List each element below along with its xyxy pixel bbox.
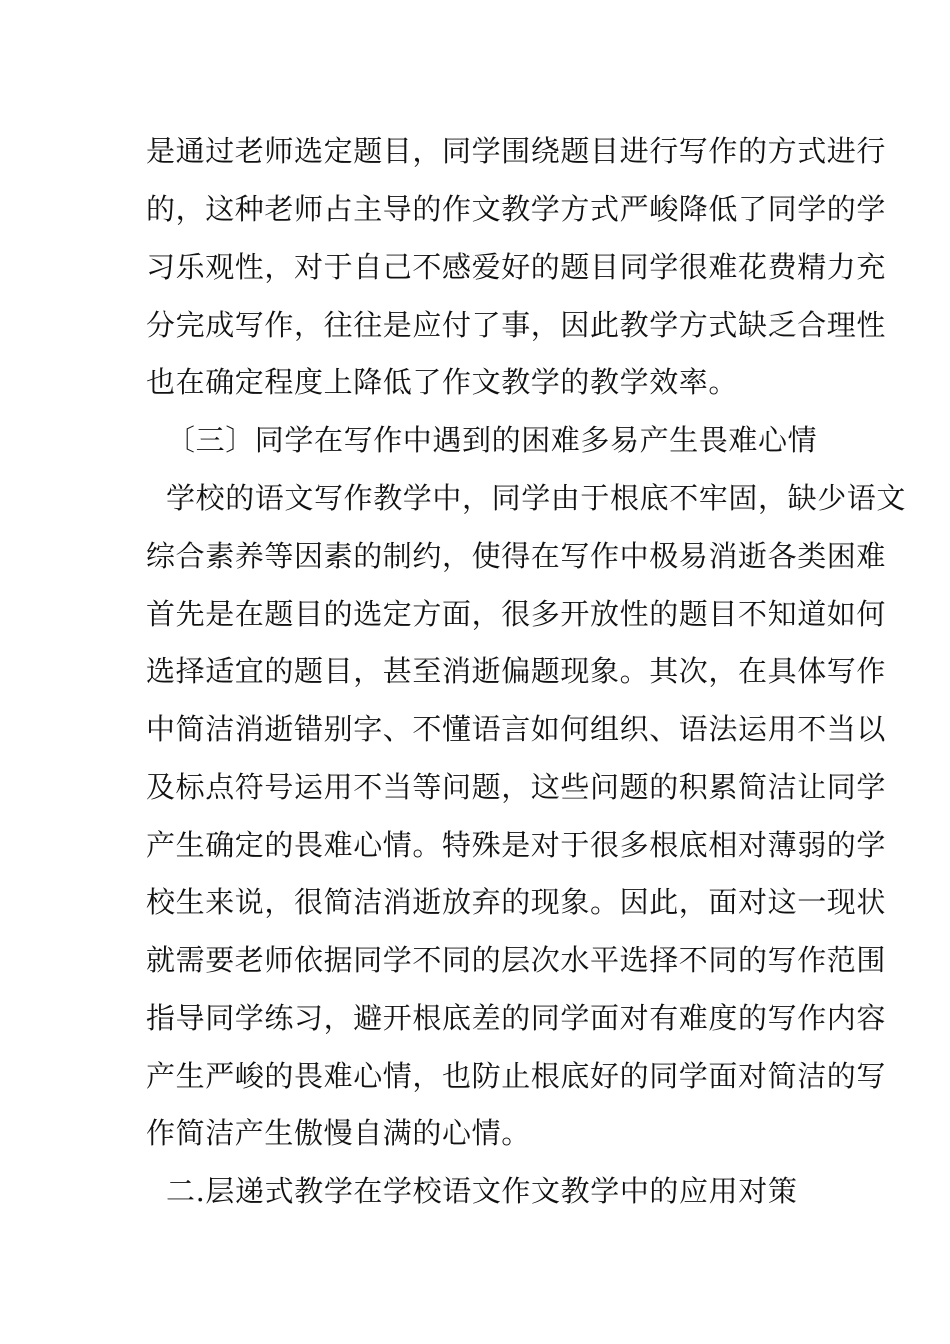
paragraph-1-line-3: 习乐观性，对于自己不感爱好的题目同学很难花费精力充 [146,250,887,284]
paragraph-1-line-5: 也在确定程度上降低了作文教学的教学效率。 [146,365,739,399]
subheading-3: 〔三〕同学在写作中遇到的困难多易产生畏难心情 [166,423,818,457]
paragraph-1-line-2: 的，这种老师占主导的作文教学方式严峻降低了同学的学 [146,192,887,226]
paragraph-2-line-1: 学校的语文写作教学中，同学由于根底不牢固，缺少语文 [166,481,907,515]
paragraph-2-line-11: 产生严峻的畏难心情，也防止根底好的同学面对简洁的写 [146,1059,887,1093]
paragraph-2-line-8: 校生来说，很简洁消逝放弃的现象。因此，面对这一现状 [146,885,887,919]
paragraph-2-line-12: 作简洁产生傲慢自满的心情。 [146,1116,531,1150]
paragraph-2-line-6: 及标点符号运用不当等问题，这些问题的积累简洁让同学 [146,770,887,804]
paragraph-1-line-4: 分完成写作，往往是应付了事，因此教学方式缺乏合理性 [146,308,887,342]
paragraph-1-line-1: 是通过老师选定题目，同学围绕题目进行写作的方式进行 [146,134,887,168]
paragraph-2-line-9: 就需要老师依据同学不同的层次水平选择不同的写作范围 [146,943,887,977]
paragraph-2-line-3: 首先是在题目的选定方面，很多开放性的题目不知道如何 [146,597,887,631]
paragraph-2-line-4: 选择适宜的题目，甚至消逝偏题现象。其次，在具体写作 [146,654,887,688]
paragraph-2-line-7: 产生确定的畏难心情。特殊是对于很多根底相对薄弱的学 [146,828,887,862]
paragraph-2-line-10: 指导同学练习，避开根底差的同学面对有难度的写作内容 [146,1001,887,1035]
paragraph-2-line-2: 综合素养等因素的制约，使得在写作中极易消逝各类困难 [146,539,887,573]
paragraph-2-line-5: 中简洁消逝错别字、不懂语言如何组织、语法运用不当以 [146,712,887,746]
section-heading-2: 二.层递式教学在学校语文作文教学中的应用对策 [166,1174,798,1208]
